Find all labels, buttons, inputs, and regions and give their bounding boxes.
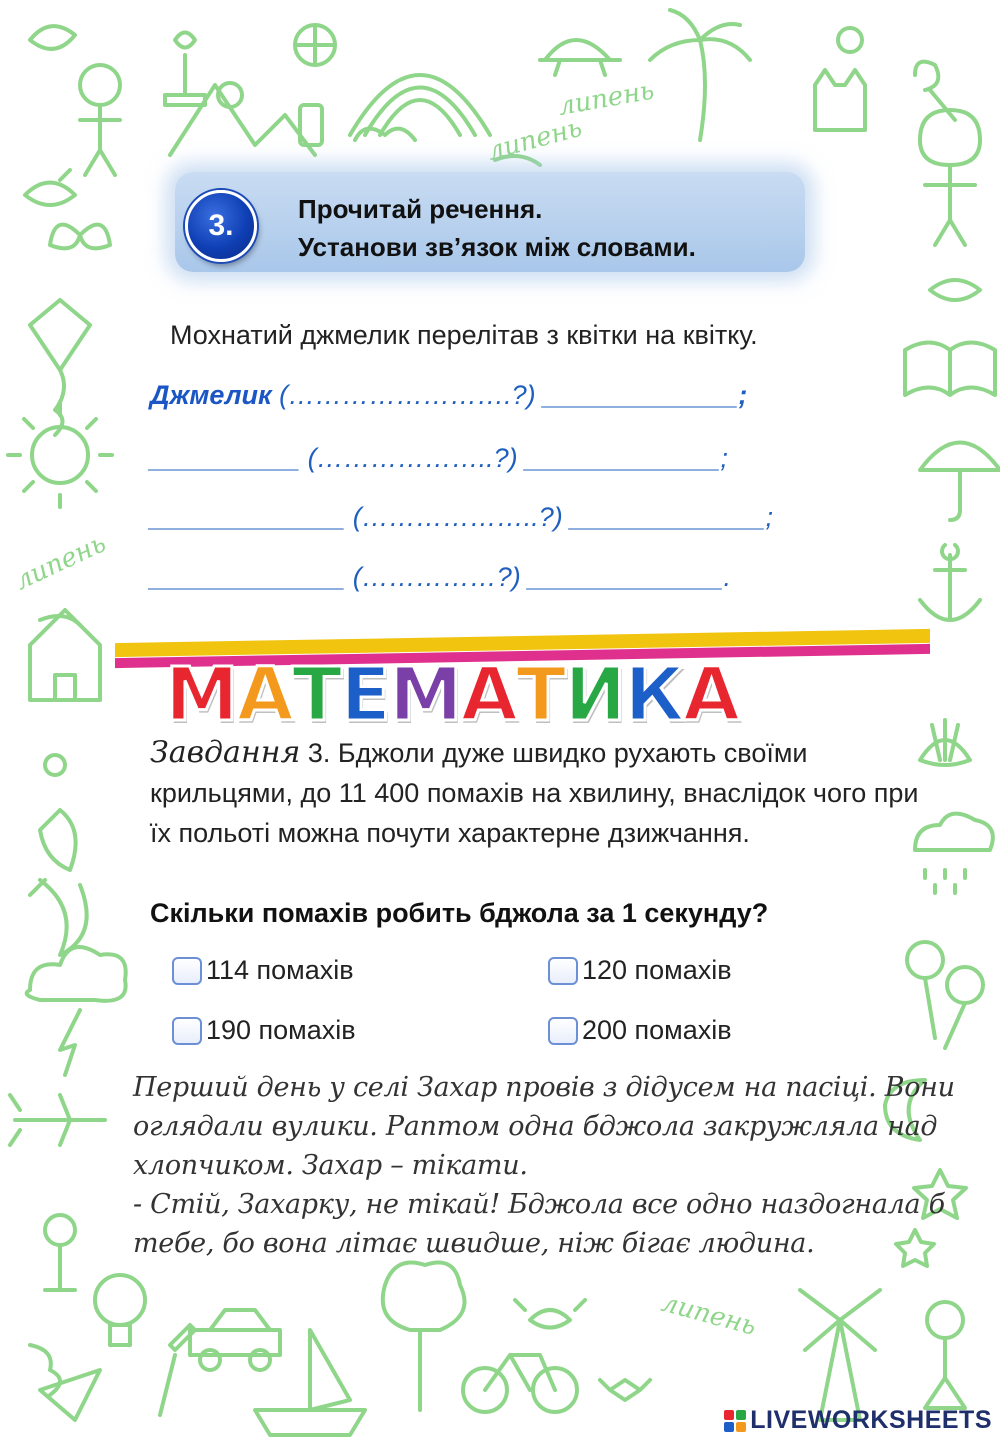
fill-end: ; [720, 443, 728, 473]
flower-doodle-icon [165, 33, 205, 106]
doodle-word: липень [556, 75, 657, 122]
fill-blank[interactable]: _____________ [570, 502, 766, 532]
flower2-doodle-icon [45, 1215, 75, 1245]
banner-letter: Т [291, 652, 341, 738]
leaf-doodle-icon [30, 26, 75, 49]
lollipop-doodle-icon [915, 62, 955, 120]
bird-doodle-icon [25, 170, 75, 205]
house-doodle-icon [30, 610, 100, 700]
boy-doodle-icon [80, 65, 120, 105]
story-line: хлопчиком. Захар – тікати. [133, 1150, 528, 1181]
story-text [133, 1068, 955, 1263]
umbrella-doodle-icon [920, 443, 1000, 521]
fill-line[interactable] [150, 562, 731, 593]
math-banner-title [165, 652, 739, 738]
bike-doodle-icon [463, 1368, 507, 1412]
task-title-line2: Установи зв’язок між словами. [298, 232, 696, 262]
cloud-doodle-icon [27, 947, 126, 1075]
checkbox[interactable] [548, 957, 578, 985]
fill-line[interactable] [150, 380, 747, 411]
story-line: оглядали вулики. Раптом одна бджола закружляла над [133, 1111, 938, 1142]
problem-body: 3. Бджоли дуже швидко рухають своїми крильцями, до 11 400 помахів на хвилину, внаслідок чого при їх польоті можна почути характерне дзижчання. [150, 738, 919, 848]
banner-letter: К [624, 652, 683, 738]
option-label: 200 помахів [582, 1015, 732, 1045]
fill-end: ; [765, 502, 773, 532]
example-sentence: Мохнатий джмелик перелітав з квітки на квітку. [170, 320, 758, 350]
butterfly-doodle-icon [50, 225, 110, 249]
fill-question: (……………?) [345, 562, 529, 592]
fill-blank[interactable]: _____________ [528, 562, 724, 592]
task-title [298, 190, 696, 266]
balloons-doodle-icon [907, 942, 943, 978]
sun-doodle-icon [32, 427, 88, 483]
fill-question: (………………..?) [300, 443, 526, 473]
ball-doodle-icon [295, 25, 335, 65]
rain-cloud-doodle-icon [915, 814, 993, 893]
fill-blank[interactable]: __________ [150, 443, 301, 473]
checkbox[interactable] [172, 957, 202, 985]
candy-doodle-icon [600, 1380, 650, 1400]
banner-letter: М [388, 652, 461, 738]
logo-square [724, 1422, 734, 1432]
fill-blank[interactable]: _____________ [543, 380, 739, 410]
girl2-doodle-icon [920, 110, 980, 245]
crab-doodle-icon [515, 1300, 585, 1328]
answer-option[interactable] [172, 1015, 356, 1046]
kite-doodle-icon [30, 300, 90, 435]
banner-letter: А [460, 652, 516, 738]
liveworksheets-brand[interactable] [724, 1406, 992, 1435]
bird2-doodle-icon [930, 280, 980, 300]
anchor-doodle-icon [920, 545, 980, 620]
banner-letter: Е [340, 652, 389, 738]
doodle-word: липень [658, 1287, 760, 1342]
girl-doodle-icon [927, 1302, 963, 1338]
problem-label: Завдання [150, 735, 301, 770]
tree-doodle-icon [383, 1263, 465, 1411]
balloon-doodle-icon [95, 1275, 145, 1325]
banner-letter: Т [515, 652, 565, 738]
planet-doodle-icon [45, 755, 65, 775]
fill-question: (………………..?) [345, 502, 571, 532]
shell-doodle-icon [920, 720, 970, 765]
problem-text [150, 733, 920, 853]
answer-option[interactable] [548, 955, 732, 986]
fill-end: . [723, 562, 731, 592]
cat-doodle-icon [815, 70, 865, 130]
paper-plane-doodle-icon [40, 1370, 100, 1420]
sailboat-doodle-icon [255, 1330, 365, 1435]
car-doodle-icon [190, 1310, 280, 1355]
fill-blank[interactable]: _____________ [150, 502, 346, 532]
fill-subject: Джмелик [150, 380, 272, 410]
option-label: 120 помахів [582, 955, 732, 985]
fill-blank[interactable]: _____________ [525, 443, 721, 473]
fill-question: (…………………….?) [271, 380, 544, 410]
rainbow-doodle-icon [350, 75, 490, 135]
story-line: - Стій, Захарку, не тікай! Бджола все одно наздогнала б [133, 1189, 945, 1220]
moon-doodle-icon [40, 880, 87, 955]
fill-end: ; [738, 380, 748, 410]
fill-blank[interactable]: _____________ [150, 562, 346, 592]
option-label: 114 помахів [206, 955, 354, 985]
fill-line[interactable] [150, 443, 728, 474]
answer-option[interactable] [548, 1015, 732, 1046]
banner-letter: А [682, 652, 739, 738]
story-line: Перший день у селі Захар провів з дідусем на пасіці. Вони [133, 1072, 955, 1103]
pencil-doodle-icon [160, 1325, 195, 1415]
phone-doodle-icon [300, 105, 322, 145]
airplane-doodle-icon [10, 1095, 105, 1145]
banner-letter: А [236, 652, 292, 738]
task-title-line1: Прочитай речення. [298, 194, 543, 224]
banner-letter: И [564, 652, 625, 738]
palm-doodle-icon [650, 10, 750, 140]
doodle-word: липень [10, 528, 111, 597]
fill-line[interactable] [150, 502, 773, 533]
checkbox[interactable] [548, 1017, 578, 1045]
liveworksheets-logo-icon [724, 1410, 746, 1432]
logo-square [736, 1410, 746, 1420]
rocket-doodle-icon [30, 810, 76, 895]
windmill-doodle-icon [800, 1290, 880, 1420]
task-number-badge: 3. [185, 190, 257, 262]
mountain-doodle-icon [170, 85, 315, 155]
banner-letter: М [165, 652, 237, 738]
turtle-doodle-icon [540, 40, 620, 75]
checkbox[interactable] [172, 1017, 202, 1045]
story-line: тебе, бо вона літає швидше, ніж бігає людина. [133, 1228, 815, 1259]
logo-square [736, 1422, 746, 1432]
answer-option[interactable] [172, 955, 354, 986]
problem-question: Скільки помахів робить бджола за 1 секунду? [150, 898, 769, 928]
book-doodle-icon [905, 343, 995, 396]
doodle-word: липень [484, 112, 586, 167]
brand-name: LIVEWORKSHEETS [750, 1406, 992, 1434]
logo-square [724, 1410, 734, 1420]
option-label: 190 помахів [206, 1015, 356, 1045]
